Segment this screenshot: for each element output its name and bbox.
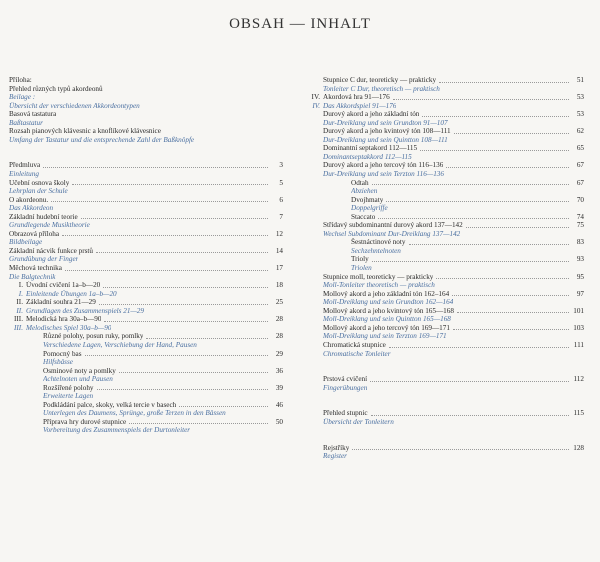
toc-page-number: 17	[275, 264, 283, 273]
toc-entry[interactable]	[306, 196, 584, 205]
spacer	[306, 367, 584, 376]
toc-section-number: IV.	[312, 101, 320, 110]
dot-leader	[119, 372, 268, 373]
toc-entry-text: Předmluva	[9, 161, 41, 170]
dot-leader	[439, 82, 569, 83]
toc-entry-text: Rejstříky	[323, 443, 350, 452]
toc-entry-text: Übersicht der verschiedenen Akkordeontypen	[9, 101, 140, 110]
toc-entry-german[interactable]	[9, 170, 283, 179]
dot-leader	[65, 270, 268, 271]
dot-leader	[103, 287, 268, 288]
toc-entry[interactable]	[9, 247, 283, 256]
toc-entry-text: Osminové noty a pomlky	[43, 366, 116, 375]
toc-entry-text: Stupnice C dur, teoreticky — prakticky	[323, 76, 437, 84]
toc-entry-german[interactable]	[306, 102, 584, 111]
dot-leader	[372, 184, 569, 185]
toc-entry-text: Základní nácvik funkce prstů	[9, 246, 94, 255]
dot-leader	[97, 389, 268, 390]
toc-entry-text: Rozšířené polohy	[43, 383, 94, 392]
toc-entry-text: Učební osnova školy	[9, 178, 70, 187]
toc-entry[interactable]	[9, 367, 283, 376]
toc-section-number: III.	[14, 315, 23, 324]
spacer	[306, 401, 584, 410]
toc-page-number: 39	[275, 383, 283, 392]
toc-entry[interactable]	[9, 161, 283, 170]
toc-section-number: II.	[16, 306, 23, 315]
spacer	[9, 153, 283, 162]
toc-entry-text: Tonleiter C Dur, theoretisch — praktisch	[323, 84, 440, 93]
toc-entry-german[interactable]	[9, 375, 283, 384]
toc-entry-german[interactable]	[306, 264, 584, 273]
toc-entry[interactable]	[306, 273, 584, 282]
toc-entry-german[interactable]	[9, 409, 283, 418]
toc-entry-text: Durový akord a jeho základní tón	[323, 110, 420, 119]
toc-entry[interactable]	[306, 307, 584, 316]
toc-page-number: 95	[576, 272, 584, 281]
dot-leader	[129, 423, 268, 424]
toc-entry[interactable]	[306, 221, 584, 230]
toc-entry-text: Rozsah pianových klávesnic a knoflíkové klávesnice	[9, 127, 161, 136]
toc-entry-german[interactable]	[9, 136, 283, 145]
dot-leader	[96, 252, 268, 253]
toc-entry-text: Dvojhmaty	[351, 195, 384, 204]
toc-page-number: 75	[576, 221, 584, 230]
toc-entry-text: Moll-Tonleiter theoretisch — praktisch	[323, 281, 435, 290]
toc-entry-text: Moll-Dreiklang und sein Terzton 169—171	[323, 332, 447, 341]
dot-leader	[72, 184, 268, 185]
toc-entry-german[interactable]	[9, 358, 283, 367]
dot-leader	[466, 227, 569, 228]
toc-entry-text: Akordová hra 91—176	[323, 93, 390, 102]
toc-entry-german[interactable]	[306, 418, 584, 427]
spacer	[306, 426, 584, 435]
toc-page-number: 28	[275, 332, 283, 341]
spacer	[9, 144, 283, 153]
toc-page-number: 97	[576, 289, 584, 298]
toc-entry-text: Příloha:	[9, 76, 32, 84]
dot-leader	[81, 218, 268, 219]
toc-entry-german[interactable]	[9, 307, 283, 316]
toc-entry-text: Obrazová příloha	[9, 229, 60, 238]
toc-entry-text: Durový akord a jeho tercový tón 116–136	[323, 161, 444, 170]
toc-entry-german[interactable]	[9, 255, 283, 264]
dot-leader	[146, 338, 268, 339]
toc-left-column	[9, 76, 283, 435]
toc-entry-text: Bildbeilage	[9, 238, 43, 247]
toc-page-number: 28	[275, 315, 283, 324]
dot-leader	[43, 167, 268, 168]
dot-leader	[378, 218, 569, 219]
toc-entry[interactable]	[306, 93, 584, 102]
toc-entry-text: Basová tastatura	[9, 110, 57, 119]
toc-entry[interactable]	[9, 332, 283, 341]
toc-entry-text: Das Akkordspiel 91—176	[323, 101, 397, 110]
toc-entry-german[interactable]	[9, 119, 283, 128]
toc-entry-text: Einleitende Übungen 1a–b—20	[26, 289, 117, 298]
toc-page-number: 128	[573, 443, 584, 452]
dot-leader	[62, 235, 268, 236]
toc-entry-text: Abziehen	[351, 187, 378, 196]
toc-entry[interactable]	[9, 127, 283, 136]
toc-entry-text: Dur-Dreiklang und sein Quintton 108—111	[323, 135, 448, 144]
toc-entry[interactable]	[9, 76, 283, 85]
toc-entry-text: Melodická hra 30a–b—90	[26, 315, 102, 324]
toc-section-number: I.	[18, 281, 23, 290]
toc-entry-german[interactable]	[306, 170, 584, 179]
toc-entry-german[interactable]	[306, 384, 584, 393]
toc-entry[interactable]	[306, 444, 584, 453]
dot-leader	[409, 244, 570, 245]
toc-entry-text: Umfang der Tastatur und die entsprechende Zahl der Baßknöpfe	[9, 135, 195, 144]
dot-leader	[422, 116, 569, 117]
toc-entry-text: Základní souhra 21—29	[26, 298, 96, 307]
toc-entry-text: Doppelgriffe	[351, 204, 388, 213]
toc-entry-text: Einleitung	[9, 170, 39, 179]
toc-entry-text: Mollový akord a jeho základní tón 162–164	[323, 289, 450, 298]
toc-entry-text: Prstová cvičení	[323, 375, 368, 384]
toc-entry[interactable]	[9, 179, 283, 188]
toc-entry-german[interactable]	[9, 392, 283, 401]
toc-section-number: III.	[14, 323, 23, 332]
toc-page-number: 103	[573, 323, 584, 332]
toc-entry-text: Lehrplan der Schule	[9, 187, 68, 196]
dot-leader	[452, 295, 569, 296]
toc-entry-text: Grundlegende Musiktheorie	[9, 221, 90, 230]
toc-entry-german[interactable]	[9, 273, 283, 282]
toc-page-number: 3	[279, 161, 283, 170]
toc-entry-text: Úvodní cvičení 1a–b—20	[26, 281, 101, 290]
toc-entry-text: Wechsel Subdominant Dur-Dreiklang 137—142	[323, 229, 461, 238]
toc-entry[interactable]	[306, 144, 584, 153]
toc-page-number: 53	[576, 93, 584, 102]
dot-leader	[179, 406, 268, 407]
toc-page-number: 14	[275, 246, 283, 255]
toc-entry[interactable]	[306, 76, 584, 85]
toc-entry[interactable]	[306, 161, 584, 170]
toc-entry-text: Dominantseptakkord 112—115	[323, 152, 412, 161]
toc-entry-german[interactable]	[306, 452, 584, 461]
toc-page-number: 70	[576, 195, 584, 204]
toc-entry[interactable]	[306, 375, 584, 384]
toc-page-number: 74	[576, 212, 584, 221]
dot-leader	[372, 261, 569, 262]
toc-entry-text: Grundlagen des Zusammenspiels 21—29	[26, 306, 144, 315]
dot-leader	[393, 99, 569, 100]
toc-entry-german[interactable]	[9, 102, 283, 111]
toc-entry-text: Hilfsbässe	[43, 358, 73, 367]
dot-leader	[420, 150, 569, 151]
toc-entry-text: Měchová technika	[9, 264, 62, 273]
toc-entry-text: Staccato	[351, 212, 376, 221]
toc-page-number: 83	[576, 238, 584, 247]
dot-leader	[352, 449, 569, 450]
toc-page-number: 29	[275, 349, 283, 358]
toc-entry[interactable]	[9, 85, 283, 94]
toc-page-number: 67	[576, 161, 584, 170]
toc-entry-text: Unterlegen des Daumens, Sprünge, große Terzen in den Bässen	[43, 409, 226, 418]
toc-entry-text: Dominantní septakord 112—115	[323, 144, 418, 153]
toc-entry-text: Vorbereitung des Zusammenspiels der Durtonleiter	[43, 426, 191, 435]
toc-entry-text: Erweiterte Lagen	[43, 392, 94, 401]
toc-entry-text: Triolen	[351, 264, 372, 273]
toc-entry-text: Trioly	[351, 255, 369, 264]
toc-entry[interactable]	[306, 238, 584, 247]
toc-entry-german[interactable]	[9, 290, 283, 299]
toc-entry[interactable]	[9, 264, 283, 273]
toc-entry[interactable]	[306, 110, 584, 119]
toc-right-column	[306, 76, 584, 461]
toc-entry-german[interactable]	[9, 221, 283, 230]
toc-entry-text: Dur-Dreiklang und sein Terzton 116—136	[323, 170, 444, 179]
toc-entry-text: O akordeonu.	[9, 195, 49, 204]
dot-leader	[457, 312, 569, 313]
toc-entry-german[interactable]	[306, 153, 584, 162]
dot-leader	[99, 304, 268, 305]
toc-entry[interactable]	[9, 315, 283, 324]
spacer	[306, 435, 584, 444]
toc-entry[interactable]	[306, 409, 584, 418]
toc-entry[interactable]	[306, 213, 584, 222]
toc-entry-text: Přehled stupnic	[323, 409, 368, 418]
toc-entry-text: Pomocný bas	[43, 349, 82, 358]
toc-entry-german[interactable]	[9, 238, 283, 247]
toc-entry-text: Moll-Dreiklang und sein Quintton 165—168	[323, 315, 451, 324]
toc-entry-german[interactable]	[9, 426, 283, 435]
toc-entry-text: Beilage :	[9, 93, 36, 102]
toc-entry-text: Register	[323, 452, 347, 461]
toc-entry-german[interactable]	[306, 230, 584, 239]
toc-page-number: 51	[576, 76, 584, 84]
toc-entry-german[interactable]	[306, 136, 584, 145]
toc-entry-text: Příprava hry durové stupnice	[43, 417, 127, 426]
toc-entry[interactable]	[9, 281, 283, 290]
toc-entry-text: Šestnáctinové noty	[351, 238, 406, 247]
toc-entry-text: Přehled různých typů akordeonů	[9, 84, 103, 93]
toc-page-number: 50	[275, 417, 283, 426]
toc-page-number: 46	[275, 400, 283, 409]
toc-page-number: 36	[275, 366, 283, 375]
toc-page-number: 65	[576, 144, 584, 153]
toc-page-number: 93	[576, 255, 584, 264]
toc-page-number: 101	[573, 306, 584, 315]
toc-entry-german[interactable]	[306, 350, 584, 359]
dot-leader	[389, 347, 569, 348]
toc-entry-german[interactable]	[306, 298, 584, 307]
toc-entry[interactable]	[9, 110, 283, 119]
dot-leader	[370, 381, 569, 382]
toc-page-number: 112	[573, 375, 584, 384]
toc-entry-text: Mollový akord a jeho tercový tón 169—171	[323, 323, 450, 332]
toc-page-number: 18	[275, 281, 283, 290]
toc-entry-german[interactable]	[306, 332, 584, 341]
dot-leader	[371, 415, 569, 416]
toc-entry-text: Dur-Dreiklang und sein Grundton 91—107	[323, 118, 448, 127]
toc-entry-text: Verschiedene Lagen, Verschiebung der Hand, Pausen	[43, 340, 197, 349]
toc-entry-german[interactable]	[9, 187, 283, 196]
toc-entry-text: Fingerübungen	[323, 383, 368, 392]
toc-entry-text: Grundübung der Finger	[9, 255, 79, 264]
toc-entry[interactable]	[9, 230, 283, 239]
page-title: OBSAH — INHALT	[229, 16, 371, 32]
toc-entry-german[interactable]	[306, 315, 584, 324]
toc-entry-german[interactable]	[9, 341, 283, 350]
toc-page-number: 115	[573, 409, 584, 418]
dot-leader	[436, 278, 569, 279]
spacer	[306, 392, 584, 401]
toc-page-number: 111	[573, 340, 584, 349]
toc-entry-text: Die Balgtechnik	[9, 272, 56, 281]
toc-entry-text: Achtelnoten und Pausen	[43, 375, 113, 384]
toc-entry-german[interactable]	[9, 324, 283, 333]
toc-section-number: IV.	[311, 93, 320, 102]
toc-entry-text: Durový akord a jeho kvintový tón 108—111	[323, 127, 451, 136]
toc-entry[interactable]	[9, 350, 283, 359]
spacer	[306, 358, 584, 367]
toc-page-number: 5	[279, 178, 283, 187]
toc-entry[interactable]	[9, 196, 283, 205]
toc-entry-german[interactable]	[9, 93, 283, 102]
toc-entry[interactable]	[306, 341, 584, 350]
toc-section-number: I.	[18, 289, 23, 298]
toc-entry-text: Melodisches Spiel 30a–b—90	[26, 323, 112, 332]
toc-entry-text: Chromatická stupnice	[323, 340, 386, 349]
toc-page-number: 7	[279, 212, 283, 221]
toc-entry-text: Mollový akord a jeho kvintový tón 165—168	[323, 306, 454, 315]
dot-leader	[453, 329, 569, 330]
toc-entry-text: Podkládání palce, skoky, velká tercie v basech	[43, 400, 177, 409]
toc-section-number: II.	[16, 298, 23, 307]
toc-entry-text: Střídavý subdominantní durový akord 137—142	[323, 221, 463, 230]
toc-entry-text: Stupnice moll, teoreticky — prakticky	[323, 272, 434, 281]
toc-entry-text: Základní hudební teorie	[9, 212, 78, 221]
toc-entry[interactable]	[306, 290, 584, 299]
toc-entry-german[interactable]	[306, 204, 584, 213]
toc-entry[interactable]	[9, 298, 283, 307]
toc-page-number: 12	[275, 229, 283, 238]
dot-leader	[446, 167, 569, 168]
toc-entry[interactable]	[9, 401, 283, 410]
toc-entry-german[interactable]	[9, 204, 283, 213]
toc-page-number: 62	[576, 127, 584, 136]
toc-entry[interactable]	[9, 213, 283, 222]
toc-entry-german[interactable]	[306, 85, 584, 94]
toc-entry-text: Chromatische Tonleiter	[323, 349, 391, 358]
toc-entry[interactable]	[306, 127, 584, 136]
toc-entry[interactable]	[306, 179, 584, 188]
toc-page-number: 25	[275, 298, 283, 307]
toc-entry-german[interactable]	[306, 281, 584, 290]
toc-entry-text: Odtah	[351, 178, 369, 187]
dot-leader	[454, 133, 569, 134]
toc-entry-german[interactable]	[306, 119, 584, 128]
toc-entry-german[interactable]	[306, 187, 584, 196]
toc-entry-german[interactable]	[306, 247, 584, 256]
dot-leader	[104, 321, 268, 322]
toc-entry-text: Různé polohy, posun ruky, pomlky	[43, 332, 144, 341]
toc-entry[interactable]	[306, 324, 584, 333]
toc-page-number: 67	[576, 178, 584, 187]
toc-entry-text: Das Akkordeon	[9, 204, 54, 213]
toc-page-number: 53	[576, 110, 584, 119]
dot-leader	[386, 201, 569, 202]
toc-entry-text: Baßtastatur	[9, 118, 43, 127]
toc-entry[interactable]	[9, 384, 283, 393]
dot-leader	[51, 201, 268, 202]
toc-entry-text: Sechzehntelnoten	[351, 246, 401, 255]
toc-page-number: 6	[279, 195, 283, 204]
toc-entry-text: Moll-Dreiklang und sein Grundton 162—164	[323, 298, 454, 307]
toc-entry[interactable]	[9, 418, 283, 427]
toc-entry-text: Übersicht der Tonleitern	[323, 417, 394, 426]
toc-entry[interactable]	[306, 255, 584, 264]
dot-leader	[85, 355, 268, 356]
